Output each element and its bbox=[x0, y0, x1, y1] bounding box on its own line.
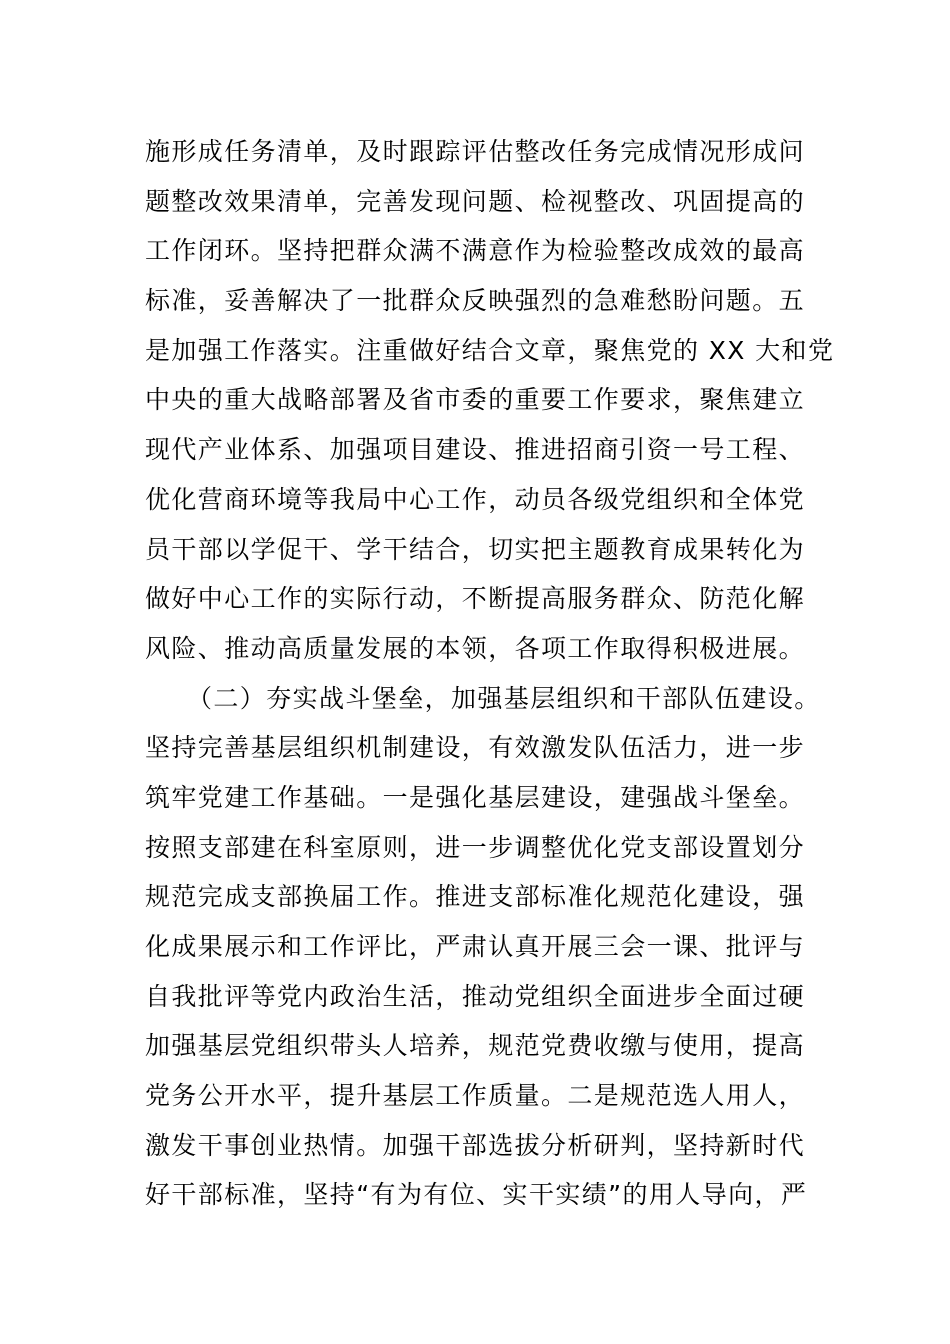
text-line: 党务公开水平，提升基层工作质量。二是规范选人用人， bbox=[145, 1081, 806, 1111]
text-line: 好干部标准，坚持“有为有位、实干实绩”的用人导向，严 bbox=[145, 1180, 808, 1210]
text-line: 化成果展示和工作评比，严肃认真开展三会一课、批评与 bbox=[145, 932, 806, 961]
text-line: 现代产业体系、加强项目建设、推进招商引资一号工程、 bbox=[145, 435, 806, 465]
text-line: 施形成任务清单，及时跟踪评估整改任务完成情况形成问 bbox=[145, 137, 806, 166]
text-line: 工作闭环。坚持把群众满不满意作为检验整改成效的最高 bbox=[145, 236, 806, 266]
text-line: 员干部以学促干、学干结合，切实把主题教育成果转化为 bbox=[145, 534, 806, 564]
text-line: 坚持完善基层组织机制建设，有效激发队伍活力，进一步 bbox=[145, 733, 806, 763]
text-line: 标准，妥善解决了一批群众反映强烈的急难愁盼问题。五 bbox=[145, 286, 806, 316]
text-line: 题整改效果清单，完善发现问题、检视整改、巩固提高的 bbox=[145, 186, 806, 216]
text-line: 中央的重大战略部署及省市委的重要工作要求，聚焦建立 bbox=[145, 385, 806, 415]
text-line: 筑牢党建工作基础。一是强化基层建设，建强战斗堡垒。 bbox=[145, 782, 806, 812]
text-line: 按照支部建在科室原则，进一步调整优化党支部设置划分 bbox=[145, 832, 806, 862]
text-line: 规范完成支部换届工作。推进支部标准化规范化建设，强 bbox=[145, 882, 806, 912]
document-body bbox=[145, 127, 835, 1220]
text-line: 风险、推动高质量发展的本领，各项工作取得积极进展。 bbox=[145, 633, 806, 663]
text-line: 是加强工作落实。注重做好结合文章，聚焦党的 XX 大和党 bbox=[145, 335, 835, 365]
text-line: 做好中心工作的实际行动，不断提高服务群众、防范化解 bbox=[145, 584, 806, 614]
text-line: 自我批评等党内政治生活，推动党组织全面进步全面过硬 bbox=[145, 981, 806, 1011]
text-line: 激发干事创业热情。加强干部选拔分析研判，坚持新时代 bbox=[145, 1130, 806, 1160]
section-heading: （二）夯实战斗堡垒，加强基层组织和干部队伍建设。 bbox=[187, 683, 821, 713]
text-line: 优化营商环境等我局中心工作，动员各级党组织和全体党 bbox=[145, 484, 806, 514]
text-line: 加强基层党组织带头人培养，规范党费收缴与使用，提高 bbox=[145, 1031, 806, 1061]
